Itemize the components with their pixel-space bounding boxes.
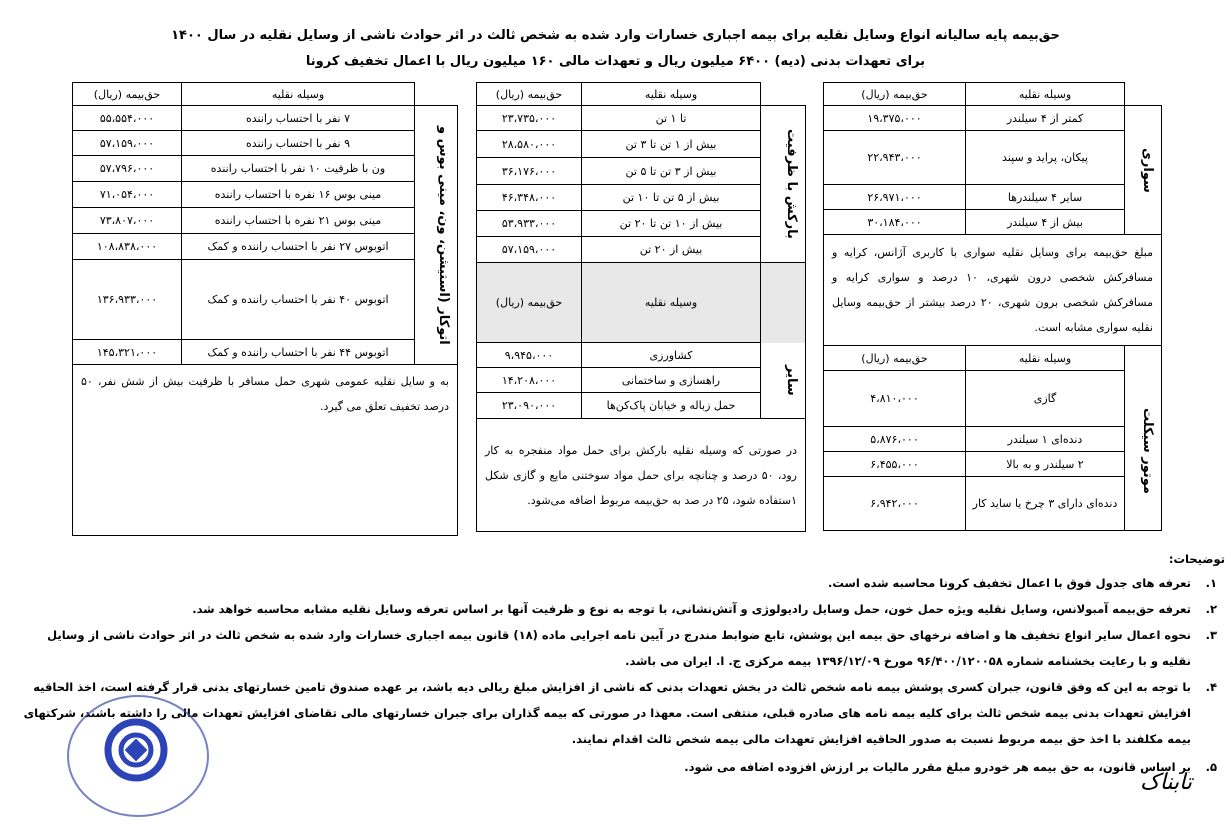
col-vehicle: وسیله نقلیه <box>966 346 1125 371</box>
bus-note: به و سایل نقلیه عمومی شهری حمل مسافر با ظرفیت بیش از شش نفر، ۵۰ درصد تخفیف تعلق می گیرد. <box>73 365 458 536</box>
premium-cell: ۶،۴۵۵،۰۰۰ <box>824 452 966 477</box>
vehicle-cell: پیکان، پراید و سپند <box>966 131 1125 185</box>
blank-cell <box>1125 346 1162 371</box>
premium-cell: ۴۶،۳۴۸،۰۰۰ <box>477 185 582 211</box>
seal-stamp <box>64 690 212 820</box>
truck-other-table <box>476 82 806 532</box>
col-vehicle: وسیله نقلیه <box>966 83 1125 106</box>
note-text: تعرفه حق‌بیمه آمبولانس، وسایل نقلیه ویژه حمل خون، حمل وسایل رادیولوژی و آتش‌نشانی، با توجه به نوع و ظرفیت آنها بر اساس تعرفه وسایل نقلیه مشابه محاسبه خواهد شد. <box>192 602 1191 616</box>
vehicle-cell: مینی بوس ۱۶ نفره با احتساب راننده <box>182 182 415 208</box>
vehicle-cell: اتوبوس ۴۴ نفر با احتساب راننده و کمک <box>182 340 415 365</box>
vehicle-cell: دنده‌ای دارای ۳ چرخ یا ساید کار <box>966 477 1125 531</box>
premium-cell: ۷۳،۸۰۷،۰۰۰ <box>73 208 182 234</box>
other-note: در صورتی که وسیله نقلیه بارکش برای حمل مواد منفجره به کار رود، ۵۰ درصد و چنانچه برای حمل مواد سوختنی مایع و گازی شکل ۱ستفاده شود، ۲۵ در صد به حق‌بیمه مربوط اضافه می‌شود. <box>477 419 806 532</box>
sedan-note: مبلغ حق‌بیمه برای وسایل نقلیه سواری با کاربری آژانس، کرایه و مسافرکش شخصی درون شهری، ۱۰ درصد و سواری کرایه و مسافرکش شخصی برون شهری، ۲۰ درصد بیشتر از حق‌بیمه وسایل نقلیه سواری مشابه است. <box>824 235 1162 346</box>
col-premium: حق‌بیمه (ریال) <box>824 83 966 106</box>
vehicle-cell: بیش از ۲۰ تن <box>582 237 761 263</box>
page-title-line1: حق‌بیمه پایه سالیانه انواع وسایل نقلیه برای بیمه اجباری خسارات وارد شده به شخص ثالث در اثر حوادث ناشی از وسایل نقلیه در سال ۱۴۰۰ <box>171 28 1060 43</box>
premium-cell: ۹،۹۴۵،۰۰۰ <box>477 343 582 368</box>
vehicle-cell: ون با ظرفیت ۱۰ نفر با احتساب راننده <box>182 156 415 182</box>
note-number: ۴. <box>1205 680 1217 694</box>
col-premium: حق‌بیمه (ریال) <box>477 263 582 343</box>
vehicle-cell: ۹ نفر با احتساب راننده <box>182 131 415 156</box>
vehicle-cell: تا ۱ تن <box>582 106 761 131</box>
blank-cell <box>761 83 806 106</box>
sedan-moto-table <box>823 82 1162 531</box>
vehicle-cell: ۷ نفر با احتساب راننده <box>182 106 415 131</box>
col-premium: حق‌بیمه (ریال) <box>73 83 182 106</box>
premium-cell: ۱۰۸،۸۳۸،۰۰۰ <box>73 234 182 260</box>
bus-table <box>72 82 458 536</box>
premium-cell: ۲۸،۵۸۰،۰۰۰ <box>477 131 582 158</box>
premium-cell: ۵۵،۵۵۴،۰۰۰ <box>73 106 182 131</box>
col-vehicle: وسیله نقلیه <box>582 83 761 106</box>
group-sedan: سواری <box>1125 106 1162 235</box>
vehicle-cell: بیش از ۴ سیلندر <box>966 210 1125 235</box>
vehicle-cell: سایر ۴ سیلندرها <box>966 185 1125 210</box>
note-item <box>17 622 1217 674</box>
page-title-line2: برای تعهدات بدنی (دیه) ۶۴۰۰ میلیون ریال و تعهدات مالی ۱۶۰ میلیون ریال با اعمال تخفیف کرونا <box>305 54 926 69</box>
premium-cell: ۱۴،۲۰۸،۰۰۰ <box>477 368 582 393</box>
premium-cell: ۲۲،۹۴۳،۰۰۰ <box>824 131 966 185</box>
blank-cell <box>415 83 458 106</box>
note-text: بر اساس قانون، به حق بیمه هر خودرو مبلغ مقرر مالیات بر ارزش افزوده اضافه می شود. <box>684 760 1191 774</box>
note-text: نحوه اعمال سایر انواع تخفیف ها و اضافه نرخهای حق بیمه این پوشش، تابع ضوابط مندرج در آیین نامه اجرایی ماده (۱۸) قانون بیمه اجباری خسارات وارد شده به شخص ثالث در اثر حوادث ناشی از وسایل نقلیه و با رعایت بخشنامه شماره ۹۶/۴۰۰/۱۲۰۰۵۸ مورخ ۱۳۹۶/۱۲/۰۹ بیمه مرکزی ج. ا. ایران می باشد. <box>47 628 1191 668</box>
premium-cell: ۳۰،۱۸۴،۰۰۰ <box>824 210 966 235</box>
premium-cell: ۲۶،۹۷۱،۰۰۰ <box>824 185 966 210</box>
premium-cell: ۵،۸۷۶،۰۰۰ <box>824 427 966 452</box>
vehicle-cell: کمتر از ۴ سیلندر <box>966 106 1125 131</box>
vehicle-cell: مینی بوس ۲۱ نفره با احتساب راننده <box>182 208 415 234</box>
note-number: ۱. <box>1205 576 1217 590</box>
vehicle-cell: گازی <box>966 371 1125 427</box>
vehicle-cell: اتوبوس ۲۷ نفر با احتساب راننده و کمک <box>182 234 415 260</box>
col-premium: حق‌بیمه (ریال) <box>477 83 582 106</box>
vehicle-cell: بیش از ۱۰ تن تا ۲۰ تن <box>582 211 761 237</box>
note-text: تعرفه های جدول فوق با اعمال تخفیف کرونا محاسبه شده است. <box>828 576 1191 590</box>
note-item <box>17 570 1217 596</box>
vehicle-cell: کشاورزی <box>582 343 761 368</box>
premium-cell: ۲۳،۰۹۰،۰۰۰ <box>477 393 582 419</box>
vehicle-cell: بیش از ۵ تن تا ۱۰ تن <box>582 185 761 211</box>
note-number: ۵. <box>1205 760 1217 774</box>
premium-cell: ۱۹،۳۷۵،۰۰۰ <box>824 106 966 131</box>
group-truck: بارکش با ظرفیت <box>761 106 806 263</box>
premium-cell: ۵۷،۱۵۹،۰۰۰ <box>477 237 582 263</box>
premium-cell: ۱۴۵،۳۲۱،۰۰۰ <box>73 340 182 365</box>
col-premium: حق‌بیمه (ریال) <box>824 346 966 371</box>
premium-cell: ۵۷،۱۵۹،۰۰۰ <box>73 131 182 156</box>
premium-cell: ۱۳۶،۹۳۳،۰۰۰ <box>73 260 182 340</box>
premium-cell: ۵۳،۹۳۳،۰۰۰ <box>477 211 582 237</box>
premium-cell: ۲۳،۷۳۵،۰۰۰ <box>477 106 582 131</box>
premium-cell: ۷۱،۰۵۴،۰۰۰ <box>73 182 182 208</box>
col-vehicle: وسیله نقلیه <box>582 263 761 343</box>
vehicle-cell: اتوبوس ۴۰ نفر با احتساب راننده و کمک <box>182 260 415 340</box>
notes-heading: توضیحات: <box>1168 552 1225 566</box>
vehicle-cell: دنده‌ای ۱ سیلندر <box>966 427 1125 452</box>
blank-cell <box>761 263 806 343</box>
vehicle-cell: ۲ سیلندر و به بالا <box>966 452 1125 477</box>
group-moto: موتور سیکلت <box>1125 371 1162 531</box>
group-bus: اتوکار (استیشن، ون، مینی بوس و <box>415 106 458 365</box>
note-item <box>17 596 1217 622</box>
blank-cell <box>1125 83 1162 106</box>
vehicle-cell: راهسازی و ساختمانی <box>582 368 761 393</box>
premium-cell: ۳۶،۱۷۶،۰۰۰ <box>477 158 582 185</box>
premium-cell: ۵۷،۷۹۶،۰۰۰ <box>73 156 182 182</box>
watermark: تابناک <box>1140 770 1192 795</box>
vehicle-cell: بیش از ۳ تن تا ۵ تن <box>582 158 761 185</box>
note-number: ۲. <box>1205 602 1217 616</box>
vehicle-cell: حمل زباله و خیابان پاک‌کن‌ها <box>582 393 761 419</box>
note-text: با توجه به این که وفق قانون، جبران کسری پوشش بیمه نامه شخص ثالث در بخش تعهدات بدنی که ناشی از افزایش مبلغ ریالی دیه باشد، بر عهده صندوق تامین خسارتهای بدنی قرار گرفته است، اخذ الحاقیه افزایش تعهدات بدنی بیمه شخص ثالث برای کلیه بیمه نامه های صادره قبلی، منتفی است. معهذا در صورتی که بیمه گذاران برای جبران خسارتهای مالی تقاضای افزایش تعهدات مالی را داشته باشند، شرکتهای بیمه مکلفند با اخذ حق بیمه مربوط نسبت به صدور الحاقیه افزایش تعهدات مالی بیمه شخص ثالث اقدام نمایند. <box>23 680 1191 746</box>
premium-cell: ۶،۹۴۲،۰۰۰ <box>824 477 966 531</box>
premium-cell: ۴،۸۱۰،۰۰۰ <box>824 371 966 427</box>
vehicle-cell: بیش از ۱ تن تا ۳ تن <box>582 131 761 158</box>
group-other: سایر <box>761 343 806 419</box>
col-vehicle: وسیله نقلیه <box>182 83 415 106</box>
note-number: ۳. <box>1205 628 1217 642</box>
